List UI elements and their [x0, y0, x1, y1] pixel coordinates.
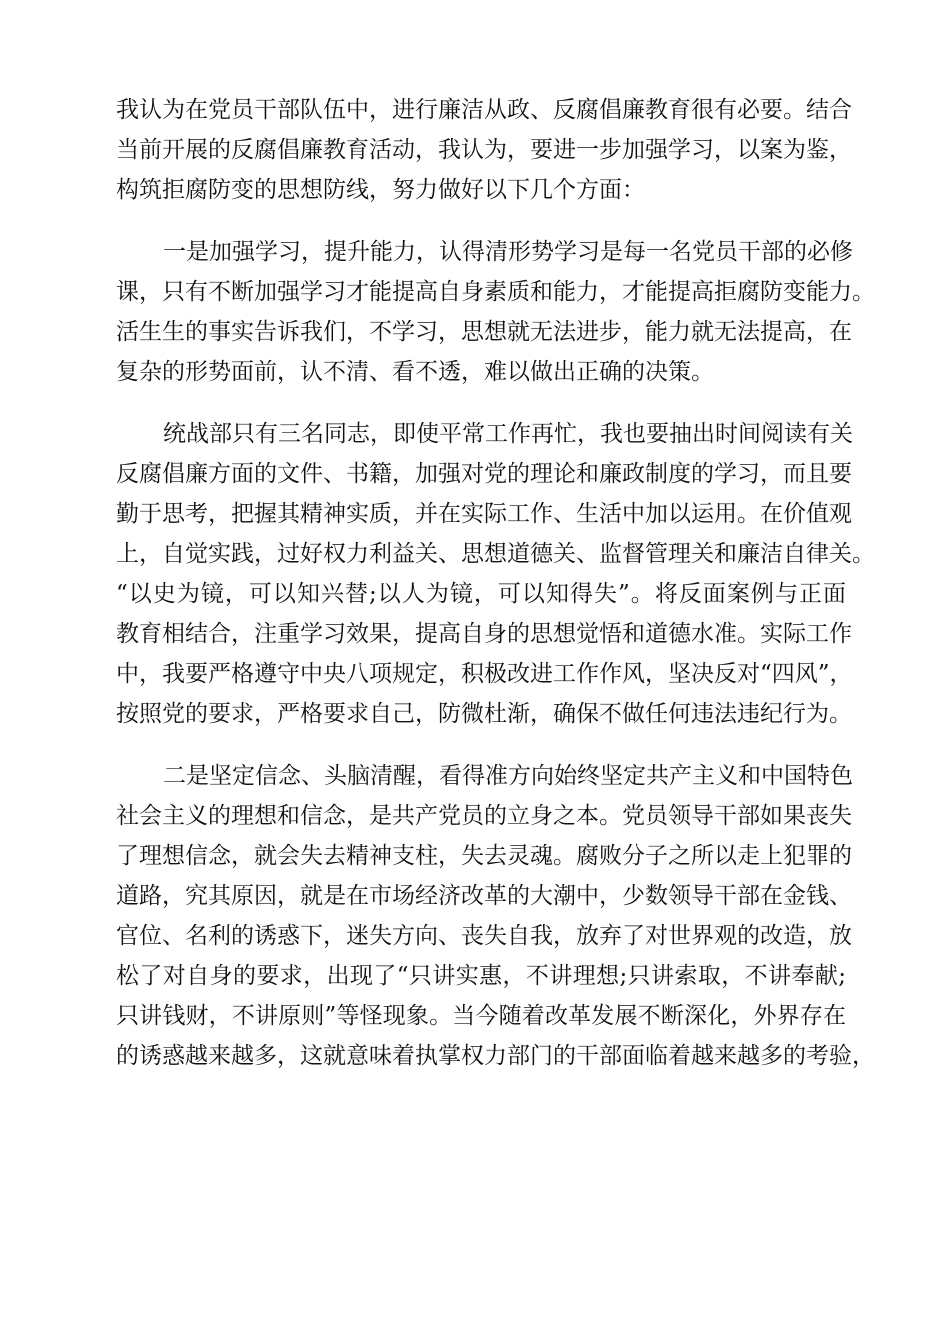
paragraph-study: [116, 232, 875, 392]
text-line: 我认为在党员干部队伍中，进行廉洁从政、反腐倡廉教育很有必要。结合: [116, 97, 852, 123]
text-line: “以史为镜，可以知兴替;以人为镜，可以知得失”。将反面案例与正面: [116, 581, 846, 607]
text-line: 二是坚定信念、头脑清醒，看得准方向始终坚定共产主义和中国特色: [163, 763, 853, 789]
text-line: 官位、名利的诱惑下，迷失方向、丧失自我，放弃了对世界观的改造，放: [116, 923, 852, 949]
text-line: 教育相结合，注重学习效果，提高自身的思想觉悟和道德水准。实际工作: [116, 621, 852, 647]
paragraph-intro: [116, 90, 852, 210]
text-line: 了理想信念，就会失去精神支柱，失去灵魂。腐败分子之所以走上犯罪的: [116, 843, 852, 869]
text-line: 勤于思考，把握其精神实质，并在实际工作、生活中加以运用。在价值观: [116, 501, 852, 527]
text-line: 中，我要严格遵守中央八项规定，积极改进工作作风，坚决反对“四风”，: [116, 661, 853, 687]
text-line: 只讲钱财，不讲原则”等怪现象。当今随着改革发展不断深化，外界存在: [116, 1003, 846, 1029]
text-line: 统战部只有三名同志，即使平常工作再忙，我也要抽出时间阅读有关: [163, 421, 853, 447]
text-line: 一是加强学习，提升能力，认得清形势学习是每一名党员干部的必修: [163, 239, 853, 265]
text-line: 课，只有不断加强学习才能提高自身素质和能力，才能提高拒腐防变能力。: [116, 279, 875, 305]
text-line: 上，自觉实践，过好权力利益关、思想道德关、监督管理关和廉洁自律关。: [116, 541, 875, 567]
paragraph-spacer: [116, 392, 846, 414]
paragraph-belief: [116, 756, 875, 1076]
text-line: 反腐倡廉方面的文件、书籍，加强对党的理论和廉政制度的学习，而且要: [116, 461, 852, 487]
text-line: 复杂的形势面前，认不清、看不透，难以做出正确的决策。: [116, 359, 714, 385]
text-line: 道路，究其原因，就是在市场经济改革的大潮中，少数领导干部在金钱、: [116, 883, 852, 909]
text-line: 松了对自身的要求，出现了“只讲实惠，不讲理想;只讲索取，不讲奉献;: [116, 963, 846, 989]
text-line: 活生生的事实告诉我们，不学习，思想就无法进步，能力就无法提高，在: [116, 319, 852, 345]
paragraph-united-front: [116, 414, 875, 734]
paragraph-spacer: [116, 734, 846, 756]
text-line: 社会主义的理想和信念，是共产党员的立身之本。党员领导干部如果丧失: [116, 803, 852, 829]
paragraph-spacer: [116, 210, 846, 232]
text-line: 构筑拒腐防变的思想防线，努力做好以下几个方面：: [116, 177, 645, 203]
text-line: 的诱惑越来越多，这就意味着执掌权力部门的干部面临着越来越多的考验，: [116, 1043, 875, 1069]
text-line: 当前开展的反腐倡廉教育活动，我认为，要进一步加强学习，以案为鉴，: [116, 137, 852, 163]
text-line: 按照党的要求，严格要求自己，防微杜渐，确保不做任何违法违纪行为。: [116, 701, 852, 727]
document-body: [116, 90, 875, 1076]
